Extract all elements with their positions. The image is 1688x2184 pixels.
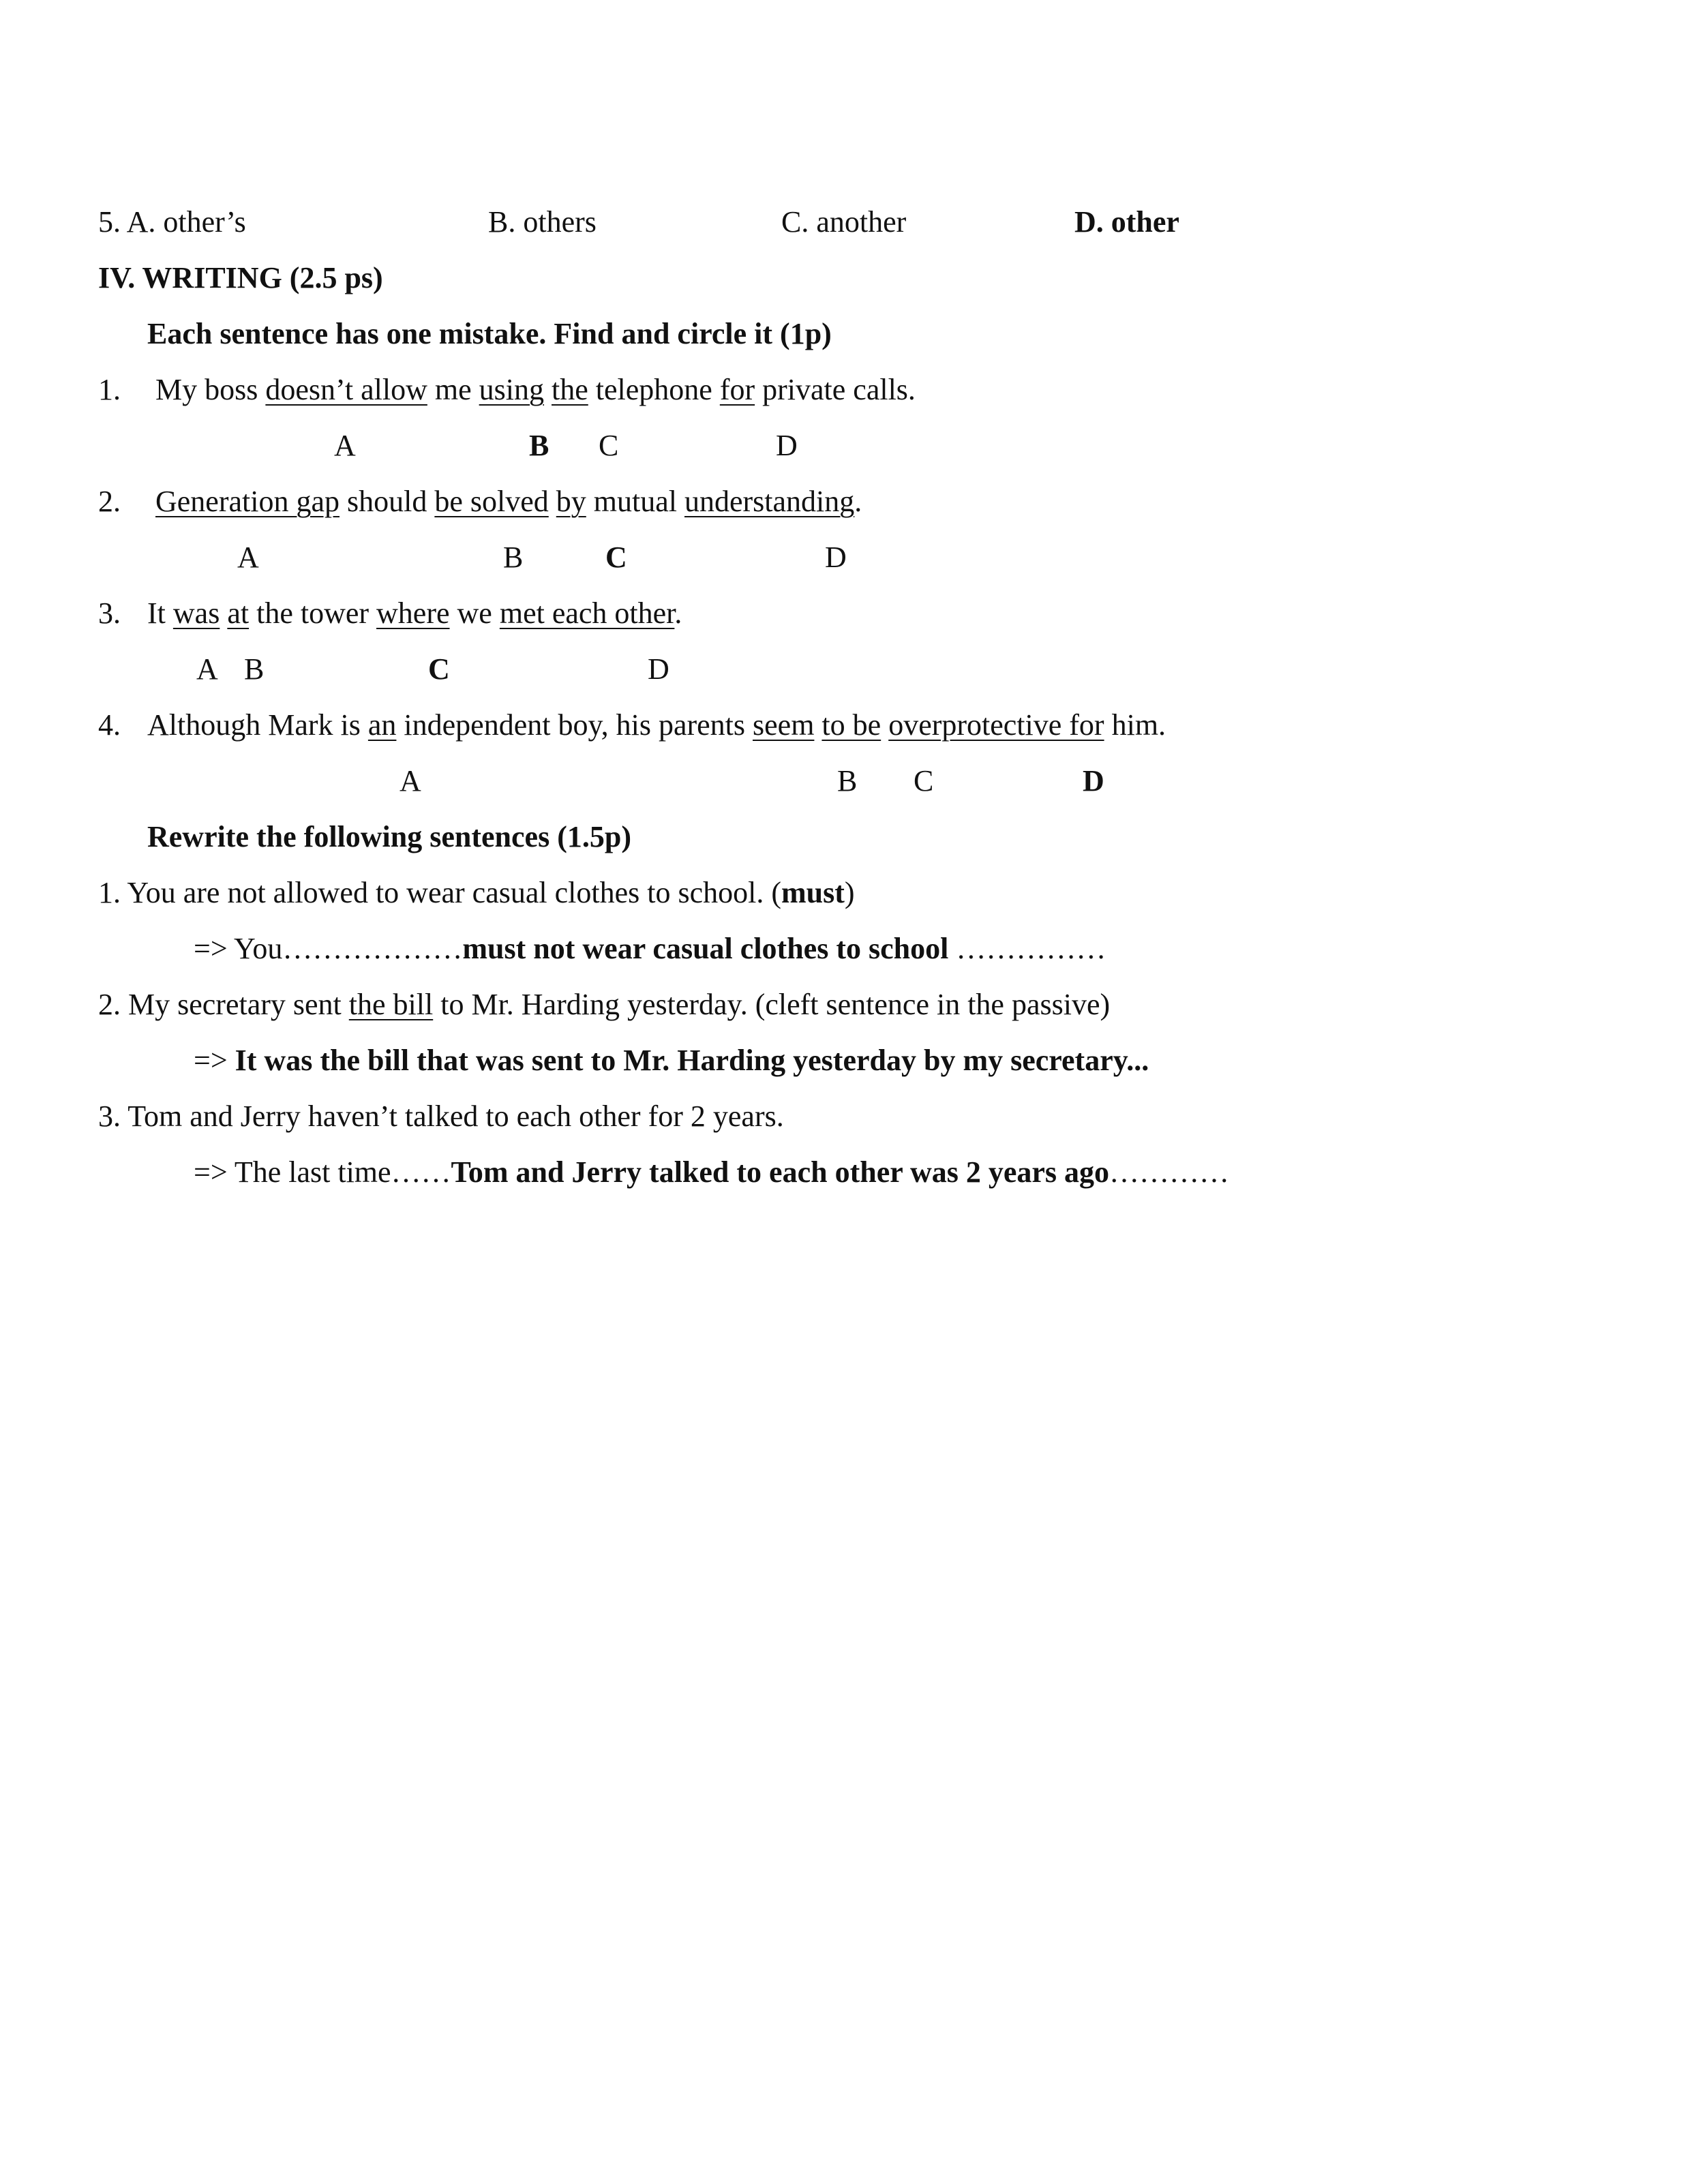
error-item-1-letter-a: A	[334, 429, 356, 462]
error-item-2-letter-d: D	[825, 541, 847, 574]
error-item-3-letter-b: B	[244, 652, 265, 686]
error-item-1-number: 1.	[98, 373, 121, 406]
option-d-underlined: met each other	[499, 596, 675, 630]
error-item-4-letter-a: A	[400, 764, 421, 798]
rewrite-item-1-question: 1. You are not allowed to wear casual clothes to school. (must)	[98, 876, 855, 909]
error-item-4-letter-d-answer: D	[1083, 764, 1104, 798]
error-item-3-sentence: It was at the tower where we met each other.	[147, 596, 682, 630]
error-item-4-sentence: Although Mark is an independent boy, his parents seem to be overprotective for him.	[147, 708, 1166, 742]
option-c-underlined: the	[552, 373, 588, 406]
error-item-4-letter-b: B	[837, 764, 858, 798]
error-item-4-letter-c: C	[914, 764, 934, 798]
part2-instruction: Rewrite the following sentences (1.5p)	[147, 820, 631, 853]
q5-option-c: C. another	[781, 205, 907, 239]
rewrite-item-3-question: 3. Tom and Jerry haven’t talked to each other for 2 years.	[98, 1099, 784, 1133]
error-item-2-letter-a: A	[237, 541, 259, 574]
option-d-underlined: understanding	[684, 485, 855, 518]
option-c-underlined: to be	[822, 708, 881, 742]
option-c-underlined: where	[376, 596, 450, 630]
error-item-2-sentence: Generation gap should be solved by mutual understanding.	[155, 485, 862, 518]
option-b-underlined: at	[227, 596, 250, 630]
rewrite-item-3-answer: => The last time……Tom and Jerry talked to each other was 2 years ago…………	[194, 1155, 1230, 1189]
option-a-underlined: was	[172, 596, 220, 630]
option-b-underlined: using	[479, 373, 544, 406]
q5-option-d-answer: D. other	[1074, 205, 1179, 239]
error-item-3-letter-c-answer: C	[428, 652, 450, 686]
error-item-3-letter-d: D	[648, 652, 669, 686]
option-d-underlined: overprotective for	[888, 708, 1104, 742]
error-item-3-letter-a: A	[196, 652, 218, 686]
q5-option-b: B. others	[488, 205, 597, 239]
error-item-1-letter-d: D	[776, 429, 798, 462]
rewrite-item-2-question: 2. My secretary sent the bill to Mr. Harding yesterday. (cleft sentence in the passive)	[98, 988, 1111, 1021]
part1-instruction: Each sentence has one mistake. Find and circle it (1p)	[147, 317, 832, 350]
error-item-1-sentence: My boss doesn’t allow me using the telephone for private calls.	[155, 373, 916, 406]
error-item-2-letter-c-answer: C	[605, 541, 627, 574]
option-a-underlined: an	[367, 708, 397, 742]
option-b-underlined: seem	[753, 708, 815, 742]
option-b-underlined: be solved	[434, 485, 549, 518]
error-item-3-number: 3.	[98, 596, 121, 630]
error-item-4-number: 4.	[98, 708, 121, 742]
option-a-underlined: Generation gap	[155, 485, 340, 518]
error-item-2-letter-b: B	[503, 541, 524, 574]
rewrite-item-2-answer: => It was the bill that was sent to Mr. Harding yesterday by my secretary...	[194, 1044, 1149, 1077]
option-d-underlined: for	[719, 373, 755, 406]
error-item-1-letter-c: C	[599, 429, 619, 462]
option-c-underlined: by	[556, 485, 586, 518]
rewrite-item-1-answer: => You………………must not wear casual clothes to school ……………	[194, 932, 1106, 965]
section-title: IV. WRITING (2.5 ps)	[98, 261, 383, 294]
error-item-2-number: 2.	[98, 485, 121, 518]
q5-option-a: 5. A. other’s	[98, 205, 246, 239]
option-a-underlined: doesn’t allow	[265, 373, 427, 406]
error-item-1-letter-b-answer: B	[529, 429, 549, 462]
